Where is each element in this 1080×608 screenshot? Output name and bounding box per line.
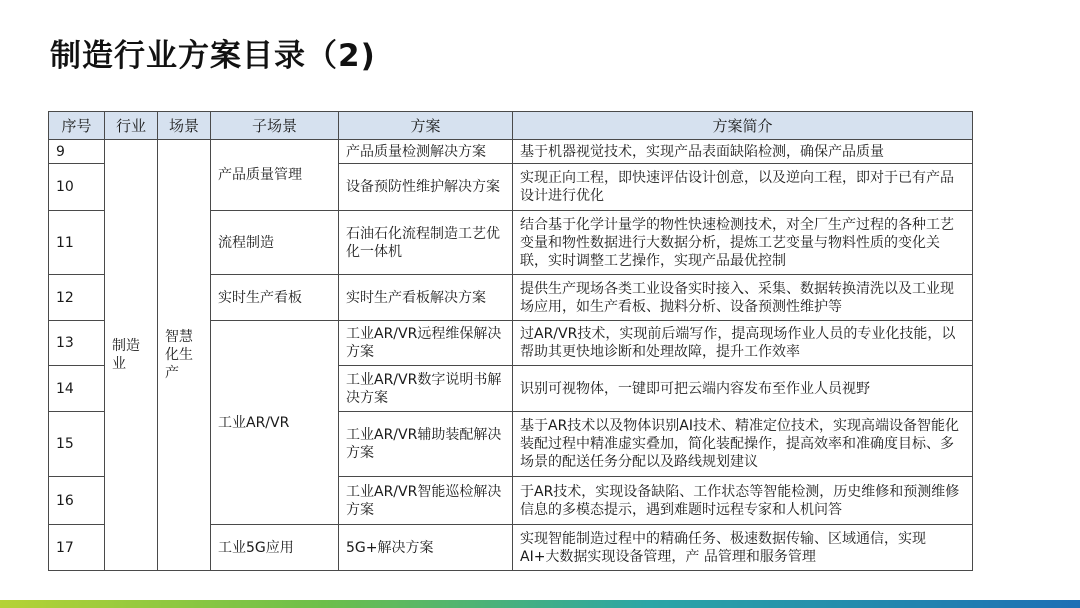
description-cell: 实现智能制造过程中的精确任务、极速数据传输、区域通信，实现AI+大数据实现设备管理，产 品管理和服务管理 [513, 525, 973, 571]
subscene-cell: 流程制造 [211, 211, 339, 275]
description-cell: 识别可视物体，一键即可把云端内容发布至作业人员视野 [513, 366, 973, 412]
table-row [49, 140, 973, 164]
row-num: 11 [49, 211, 105, 275]
solution-cell: 石油石化流程制造工艺优化一体机 [339, 211, 513, 275]
subscene-cell: 实时生产看板 [211, 275, 339, 321]
solution-cell: 工业AR/VR数字说明书解决方案 [339, 366, 513, 412]
solution-cell: 工业AR/VR智能巡检解决方案 [339, 477, 513, 525]
header-subscene: 子场景 [211, 112, 339, 140]
row-num: 13 [49, 321, 105, 366]
description-cell: 实现正向工程，即快速评估设计创意，以及逆向工程，即对于已有产品设计进行优化 [513, 164, 973, 211]
solution-cell: 产品质量检测解决方案 [339, 140, 513, 164]
row-num: 10 [49, 164, 105, 211]
row-num: 16 [49, 477, 105, 525]
description-cell: 过AR/VR技术，实现前后端写作，提高现场作业人员的专业化技能，以帮助其更快地诊断和处理故障，提升工作效率 [513, 321, 973, 366]
row-num: 15 [49, 412, 105, 477]
row-num: 14 [49, 366, 105, 412]
scene-cell: 智慧化生产 [158, 140, 211, 571]
row-num: 12 [49, 275, 105, 321]
solution-cell: 工业AR/VR远程维保解决方案 [339, 321, 513, 366]
row-num: 9 [49, 140, 105, 164]
subscene-cell: 产品质量管理 [211, 140, 339, 211]
solution-cell: 实时生产看板解决方案 [339, 275, 513, 321]
description-cell: 基于AR技术以及物体识别AI技术、精准定位技术，实现高端设备智能化装配过程中精准虚实叠加，简化装配操作，提高效率和准确度目标、多场景的配送任务分配以及路线规划建议 [513, 412, 973, 477]
solution-catalog-table [48, 111, 973, 571]
description-cell: 于AR技术，实现设备缺陷、工作状态等智能检测，历史维修和预测维修信息的多模态提示，遇到难题时远程专家和人机问答 [513, 477, 973, 525]
description-cell: 结合基于化学计量学的物性快速检测技术，对全厂生产过程的各种工艺变量和物性数据进行大数据分析，提炼工艺变量与物料性质的变化关联，实时调整工艺操作，实现产品最优控制 [513, 211, 973, 275]
table-header-row [49, 112, 973, 140]
solution-cell: 5G+解决方案 [339, 525, 513, 571]
solution-cell: 设备预防性维护解决方案 [339, 164, 513, 211]
subscene-cell: 工业5G应用 [211, 525, 339, 571]
subscene-cell: 工业AR/VR [211, 321, 339, 525]
page-title: 制造行业方案目录（2) [50, 38, 376, 74]
industry-cell: 制造业 [105, 140, 158, 571]
header-num: 序号 [49, 112, 105, 140]
bottom-gradient-bar [0, 600, 1080, 608]
description-cell: 基于机器视觉技术，实现产品表面缺陷检测，确保产品质量 [513, 140, 973, 164]
header-description: 方案简介 [513, 112, 973, 140]
row-num: 17 [49, 525, 105, 571]
header-solution: 方案 [339, 112, 513, 140]
header-scene: 场景 [158, 112, 211, 140]
solution-cell: 工业AR/VR辅助装配解决方案 [339, 412, 513, 477]
header-industry: 行业 [105, 112, 158, 140]
description-cell: 提供生产现场各类工业设备实时接入、采集、数据转换清洗以及工业现场应用，如生产看板、抛料分析、设备预测性维护等 [513, 275, 973, 321]
